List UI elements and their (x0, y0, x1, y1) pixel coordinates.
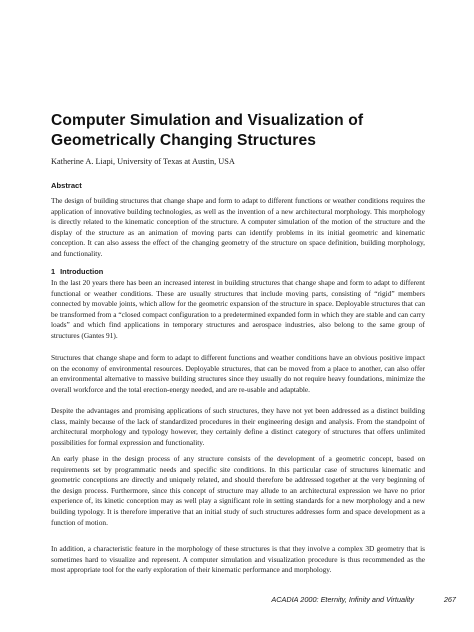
author-line: Katherine A. Liapi, University of Texas at Austin, USA (51, 157, 235, 166)
section-heading (51, 267, 103, 277)
footer-proceedings-title: ACADIA 2000: Eternity, Infinity and Virtuality (271, 595, 414, 604)
page-number: 267 (443, 595, 456, 604)
section-title: Introduction (60, 267, 104, 276)
body-paragraph: An early phase in the design process of any structure consists of the development of a geometric concept, based on requirements set by programmatic needs and specific site conditions. In this particular case of structures kinematic and geometric conceptions are directly and uniquely related, and should therefore be addressed together at the very beginning of the design process. Furthermore, since this concept of structure may allude to an architectural expression we have no prior experience of, its kinetic conception may as well play a significant role in setting standards for a new morphology and a new building typology. It is therefore imperative that an initial study of such structures addresses form and space development as a function of motion. (51, 454, 425, 527)
paper-title: Computer Simulation and Visualization of Geometrically Changing Structures (51, 112, 364, 149)
body-paragraph: Despite the advantages and promising applications of such structures, they have not yet been addressed as a distinct building class, mainly because of the lack of standardized procedures in their engineering design and analysis. From the standpoint of architectural morphology and typology however, they certainly define a distinct category of structures that offers unlimited possibilities for formal expression and functionality. (51, 406, 425, 447)
abstract-text: The design of building structures that change shape and form to adapt to different functions or weather conditions requires the application of innovative building technologies, as well as the invention of a new architectural morphology. This morphology is directly related to the kinematic conception of the structure. A computer simulation of the motion of the structure and the display of the structure as an animation of moving parts can identify problems in its initial geometric and kinematic conception. It can also assess the effect of the changing geometry of the structure on space definition, building morphology, and functionality. (51, 196, 425, 258)
body-paragraph: In the last 20 years there has been an increased interest in building structures that change shape and form to adapt to different functional or weather conditions. These are usually structures that include moving parts, consisting of “rigid” members connected by movable joints, which allow for the geometric expansion of the structure in space. Deployable structures that can be transformed from a “closed compact configuration to a predetermined expanded form in which they are stable and can carry loads” and which find applications in temporary structures and aerospace industries, also belong to the same group of structures (Gantes 91). (51, 278, 425, 340)
abstract-heading: Abstract (51, 181, 82, 190)
section-number: 1 (51, 267, 56, 276)
body-paragraph: Structures that change shape and form to adapt to different functions and weather conditions have an obvious positive impact on the economy of environmental resources. Deployable structures, that can be moved from a place to another, can also offer an environmental alternative to massive building structures since they usually do not require heavy foundations, minimize the overall workforce and the total erection-energy needed, and are re-usable and adaptable. (51, 353, 425, 394)
body-paragraph: In addition, a characteristic feature in the morphology of these structures is that they involve a complex 3D geometry that is sometimes hard to visualize and represent. A computer simulation and visualization procedure is thus recommended as the most appropriate tool for the early exploration of their kinematic performance and morphology. (51, 544, 425, 575)
